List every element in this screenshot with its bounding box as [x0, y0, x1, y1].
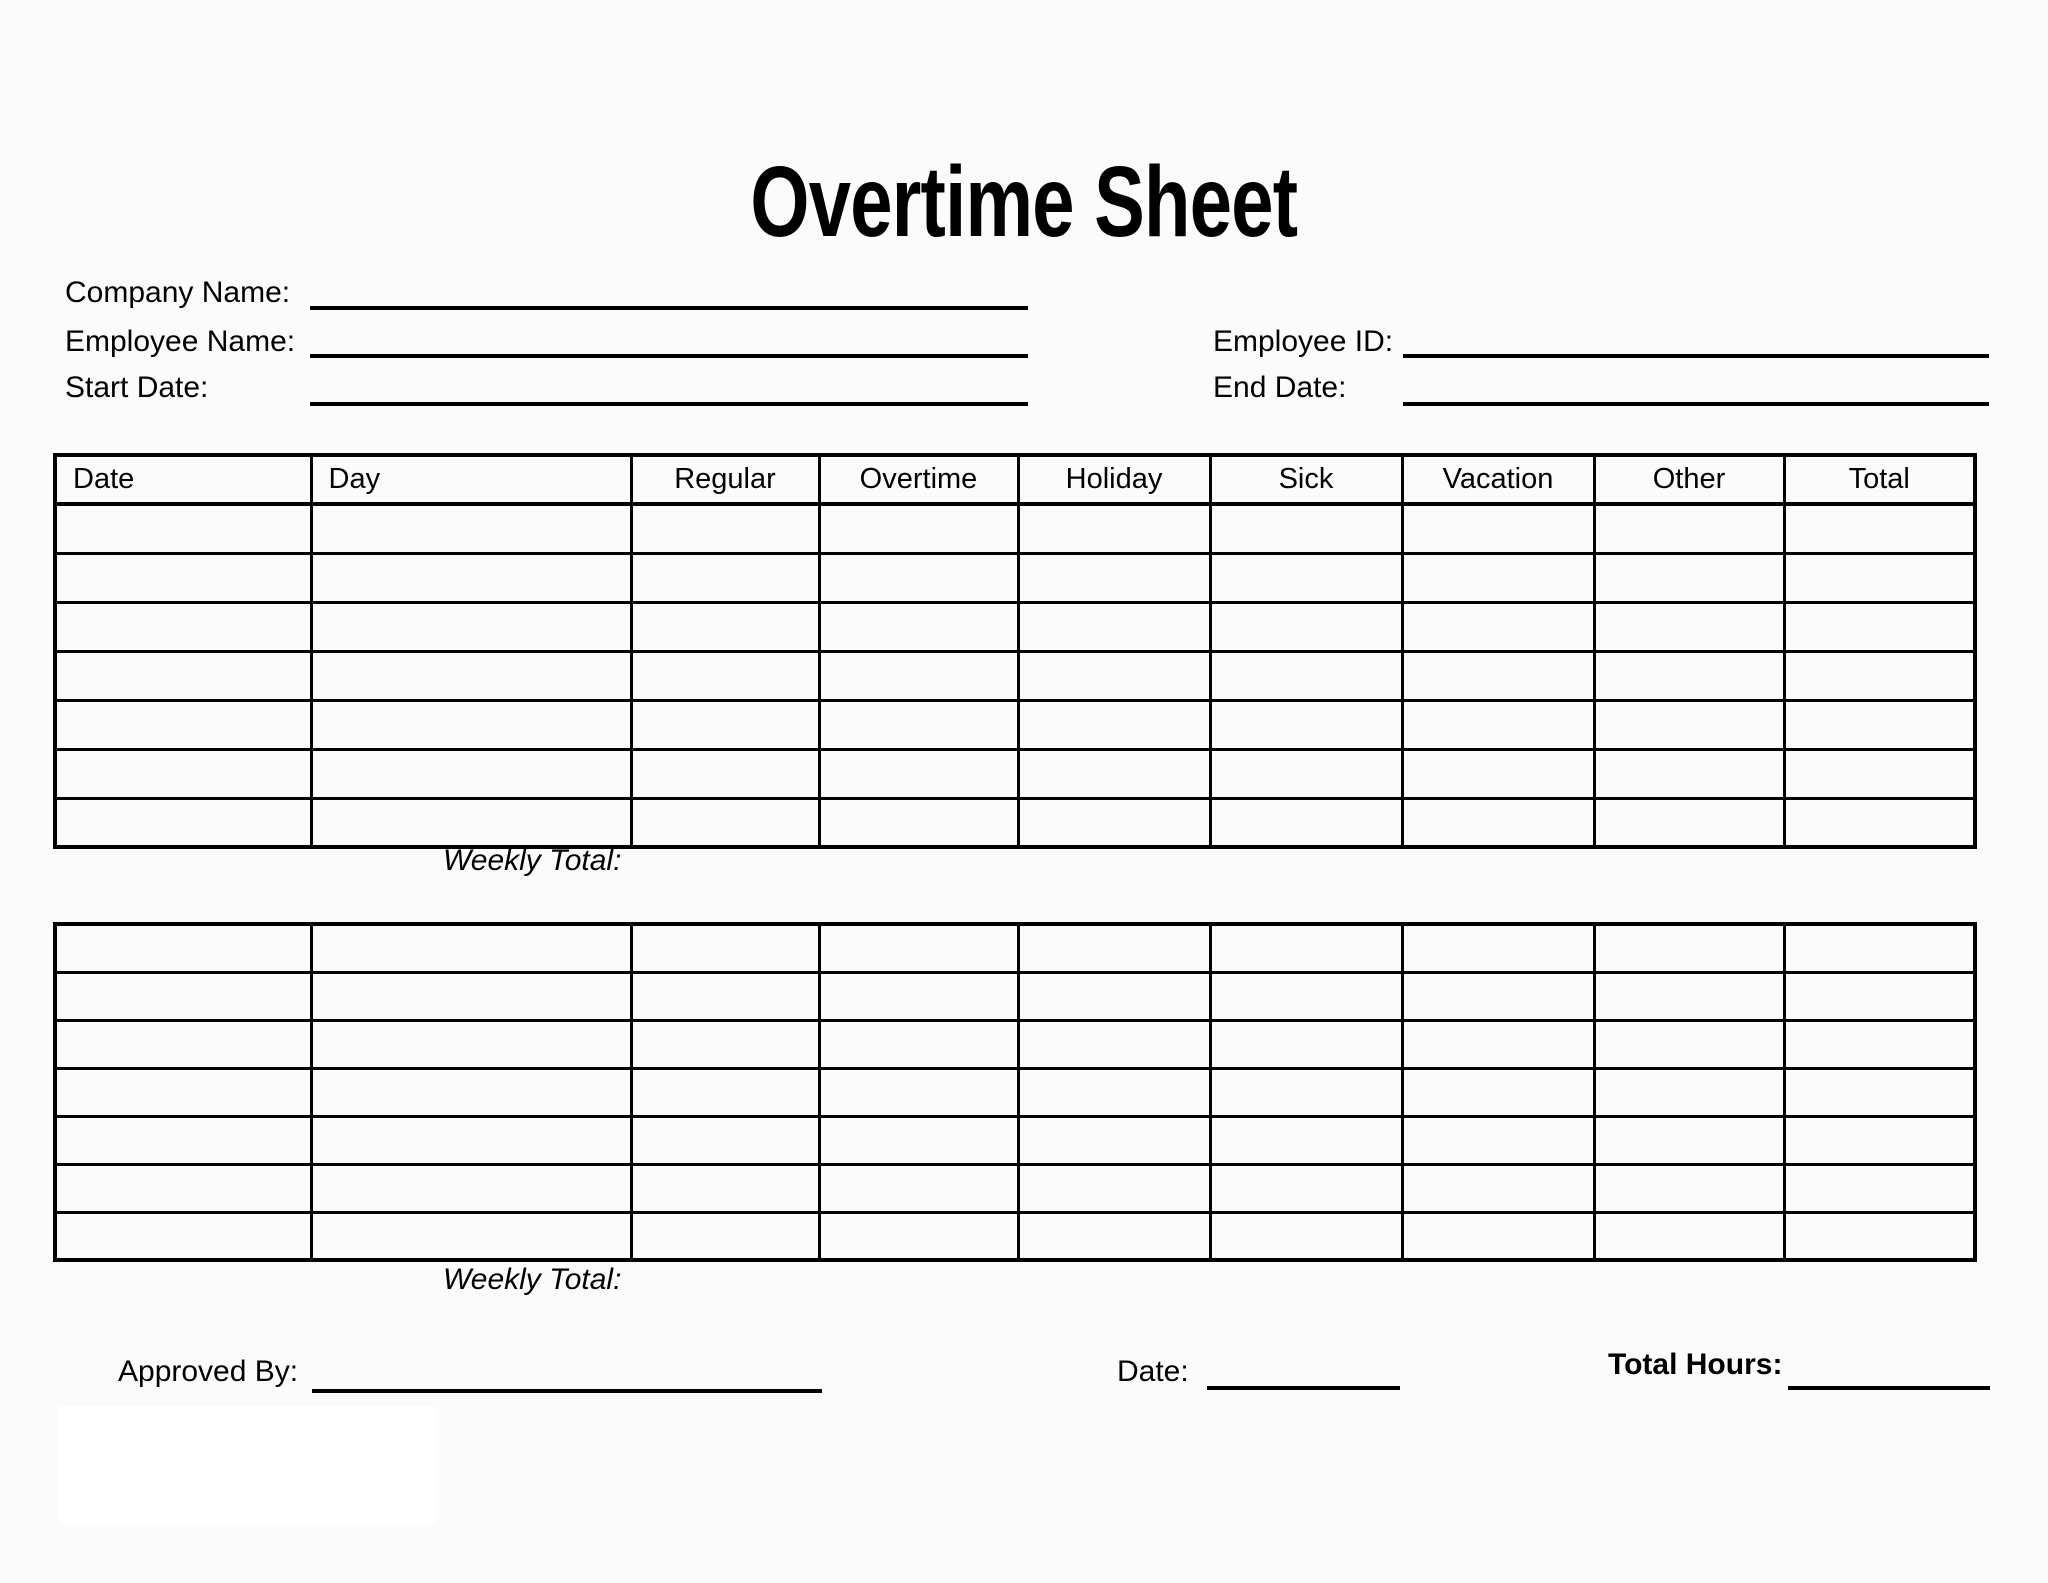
- table-cell[interactable]: [1210, 1164, 1402, 1212]
- table-cell[interactable]: [1402, 1164, 1594, 1212]
- table-row: [55, 798, 1975, 847]
- table-cell[interactable]: [631, 1212, 819, 1260]
- table-cell[interactable]: [1784, 602, 1975, 651]
- table-cell[interactable]: [631, 602, 819, 651]
- table-cell[interactable]: [55, 553, 311, 602]
- table-cell[interactable]: [819, 1068, 1018, 1116]
- approved-by-label: Approved By:: [118, 1355, 299, 1388]
- table-cell[interactable]: [819, 651, 1018, 700]
- table-cell[interactable]: [55, 749, 311, 798]
- table-cell[interactable]: [1018, 1020, 1210, 1068]
- table-row: [55, 504, 1975, 553]
- table-cell[interactable]: [1018, 504, 1210, 553]
- table-cell[interactable]: [631, 1068, 819, 1116]
- header-total: Total: [1784, 455, 1975, 504]
- table-cell[interactable]: [55, 798, 311, 847]
- table-cell[interactable]: [819, 700, 1018, 749]
- table-cell[interactable]: [55, 924, 311, 972]
- table-cell[interactable]: [1402, 749, 1594, 798]
- table-cell[interactable]: [819, 553, 1018, 602]
- table-cell[interactable]: [55, 1020, 311, 1068]
- table-cell[interactable]: [1018, 1068, 1210, 1116]
- table-cell[interactable]: [311, 749, 631, 798]
- header-row: [55, 455, 1975, 504]
- table-cell[interactable]: [1784, 1068, 1975, 1116]
- table-cell[interactable]: [1402, 700, 1594, 749]
- header-holiday: Holiday: [1018, 455, 1210, 504]
- table-cell[interactable]: [631, 504, 819, 553]
- table-cell[interactable]: [1594, 700, 1784, 749]
- table-cell[interactable]: [1210, 651, 1402, 700]
- table-cell[interactable]: [1210, 504, 1402, 553]
- table-cell[interactable]: [631, 1164, 819, 1212]
- footer-date-label: Date:: [1117, 1355, 1189, 1388]
- employee-name-label: Employee Name:: [65, 325, 296, 358]
- table-cell[interactable]: [1402, 504, 1594, 553]
- table-cell[interactable]: [1784, 924, 1975, 972]
- table-cell[interactable]: [1784, 553, 1975, 602]
- table-cell[interactable]: [1018, 1164, 1210, 1212]
- table-cell[interactable]: [1210, 553, 1402, 602]
- company-name-label: Company Name:: [65, 276, 291, 309]
- table-cell[interactable]: [819, 1212, 1018, 1260]
- table-row: [55, 749, 1975, 798]
- table-cell[interactable]: [1402, 1020, 1594, 1068]
- employee-id-input-line[interactable]: [1403, 354, 1989, 358]
- header-vacation: Vacation: [1402, 455, 1594, 504]
- table-cell[interactable]: [311, 1212, 631, 1260]
- table-row: [55, 1116, 1975, 1164]
- table-row: [55, 972, 1975, 1020]
- table-cell[interactable]: [1594, 651, 1784, 700]
- week2-weekly-total-label: Weekly Total:: [443, 1263, 622, 1296]
- table-row: [55, 1020, 1975, 1068]
- table-cell[interactable]: [1784, 1020, 1975, 1068]
- table-cell[interactable]: [1210, 1068, 1402, 1116]
- start-date-input-line[interactable]: [310, 402, 1028, 406]
- table-cell[interactable]: [1402, 798, 1594, 847]
- table-cell[interactable]: [631, 749, 819, 798]
- start-date-label: Start Date:: [65, 371, 209, 404]
- table-cell[interactable]: [1018, 798, 1210, 847]
- table-cell[interactable]: [311, 602, 631, 651]
- table-cell[interactable]: [819, 1116, 1018, 1164]
- header-overtime: Overtime: [819, 455, 1018, 504]
- table-cell[interactable]: [55, 700, 311, 749]
- company-name-input-line[interactable]: [310, 306, 1028, 310]
- table-cell[interactable]: [1210, 1116, 1402, 1164]
- table-cell[interactable]: [1594, 749, 1784, 798]
- table-cell[interactable]: [631, 1020, 819, 1068]
- table-cell[interactable]: [1402, 553, 1594, 602]
- end-date-input-line[interactable]: [1403, 402, 1989, 406]
- table-cell[interactable]: [55, 1116, 311, 1164]
- table-cell[interactable]: [1018, 1212, 1210, 1260]
- table-cell[interactable]: [1402, 1116, 1594, 1164]
- table-row: [55, 924, 1975, 972]
- header-date: Date: [55, 455, 311, 504]
- week1-weekly-total-label: Weekly Total:: [443, 844, 622, 877]
- table-cell[interactable]: [311, 504, 631, 553]
- table-cell[interactable]: [819, 1164, 1018, 1212]
- table-cell[interactable]: [631, 924, 819, 972]
- table-cell[interactable]: [819, 972, 1018, 1020]
- week1-table: [53, 453, 1977, 849]
- table-row: [55, 1068, 1975, 1116]
- table-cell[interactable]: [1594, 972, 1784, 1020]
- table-cell[interactable]: [819, 798, 1018, 847]
- table-cell[interactable]: [1784, 651, 1975, 700]
- table-cell[interactable]: [1018, 972, 1210, 1020]
- table-cell[interactable]: [1018, 700, 1210, 749]
- header-other: Other: [1594, 455, 1784, 504]
- approved-by-signature-line[interactable]: [312, 1389, 822, 1393]
- table-cell[interactable]: [55, 602, 311, 651]
- table-cell[interactable]: [1784, 1164, 1975, 1212]
- table-cell[interactable]: [1594, 504, 1784, 553]
- week2-table: [53, 922, 1977, 1262]
- table-cell[interactable]: [1018, 924, 1210, 972]
- table-cell[interactable]: [1594, 924, 1784, 972]
- table-cell[interactable]: [311, 798, 631, 847]
- table-cell[interactable]: [819, 602, 1018, 651]
- table-cell[interactable]: [1018, 602, 1210, 651]
- header-sick: Sick: [1210, 455, 1402, 504]
- table-cell[interactable]: [819, 504, 1018, 553]
- table-cell[interactable]: [631, 700, 819, 749]
- table-cell[interactable]: [1594, 553, 1784, 602]
- table-cell[interactable]: [631, 553, 819, 602]
- table-cell[interactable]: [1594, 602, 1784, 651]
- table-cell[interactable]: [55, 504, 311, 553]
- table-cell[interactable]: [1210, 749, 1402, 798]
- table-cell[interactable]: [55, 1164, 311, 1212]
- table-cell[interactable]: [1018, 651, 1210, 700]
- table-cell[interactable]: [631, 798, 819, 847]
- table-cell[interactable]: [311, 700, 631, 749]
- page-title-text: Overtime Sheet: [750, 146, 1298, 258]
- table-cell[interactable]: [631, 1116, 819, 1164]
- table-cell[interactable]: [819, 924, 1018, 972]
- employee-id-label: Employee ID:: [1213, 325, 1394, 358]
- table-cell[interactable]: [1210, 602, 1402, 651]
- table-cell[interactable]: [311, 972, 631, 1020]
- table-cell[interactable]: [1210, 972, 1402, 1020]
- table-row: [55, 602, 1975, 651]
- table-cell[interactable]: [311, 1068, 631, 1116]
- table-row: [55, 1212, 1975, 1260]
- table-row: [55, 651, 1975, 700]
- table-cell[interactable]: [1210, 924, 1402, 972]
- table-cell[interactable]: [55, 1068, 311, 1116]
- table-cell[interactable]: [1784, 700, 1975, 749]
- table-cell[interactable]: [631, 651, 819, 700]
- table-cell[interactable]: [1018, 553, 1210, 602]
- table-row: [55, 700, 1975, 749]
- table-cell[interactable]: [311, 1116, 631, 1164]
- table-cell[interactable]: [1784, 798, 1975, 847]
- table-cell[interactable]: [1594, 1068, 1784, 1116]
- table-cell[interactable]: [1784, 972, 1975, 1020]
- table-cell[interactable]: [55, 1212, 311, 1260]
- table-cell[interactable]: [311, 553, 631, 602]
- table-cell[interactable]: [1210, 1020, 1402, 1068]
- total-hours-label: Total Hours:: [1608, 1348, 1783, 1381]
- table-cell[interactable]: [311, 924, 631, 972]
- table-cell[interactable]: [1210, 700, 1402, 749]
- table-cell[interactable]: [55, 651, 311, 700]
- scan-artifact-patch: [59, 1406, 436, 1524]
- table-cell[interactable]: [1594, 1212, 1784, 1260]
- table-cell[interactable]: [1784, 504, 1975, 553]
- header-day: Day: [311, 455, 631, 504]
- table-cell[interactable]: [311, 1164, 631, 1212]
- table-cell[interactable]: [1784, 1212, 1975, 1260]
- table-cell[interactable]: [1018, 1116, 1210, 1164]
- table-cell[interactable]: [1402, 602, 1594, 651]
- table-cell[interactable]: [1402, 972, 1594, 1020]
- table-cell[interactable]: [1402, 1212, 1594, 1260]
- table-cell[interactable]: [1018, 749, 1210, 798]
- employee-name-input-line[interactable]: [310, 354, 1028, 358]
- header-regular: Regular: [631, 455, 819, 504]
- table-cell[interactable]: [1210, 798, 1402, 847]
- table-cell[interactable]: [311, 1020, 631, 1068]
- table-cell[interactable]: [819, 1020, 1018, 1068]
- table-cell[interactable]: [1594, 798, 1784, 847]
- table-cell[interactable]: [1594, 1164, 1784, 1212]
- table-cell[interactable]: [1402, 924, 1594, 972]
- table-cell[interactable]: [311, 651, 631, 700]
- footer-date-input-line[interactable]: [1207, 1386, 1400, 1390]
- table-cell[interactable]: [1594, 1116, 1784, 1164]
- table-cell[interactable]: [1402, 1068, 1594, 1116]
- table-cell[interactable]: [819, 749, 1018, 798]
- table-cell[interactable]: [1784, 749, 1975, 798]
- table-cell[interactable]: [1594, 1020, 1784, 1068]
- table-cell[interactable]: [631, 972, 819, 1020]
- table-cell[interactable]: [55, 972, 311, 1020]
- table-cell[interactable]: [1210, 1212, 1402, 1260]
- end-date-label: End Date:: [1213, 371, 1347, 404]
- table-cell[interactable]: [1784, 1116, 1975, 1164]
- table-row: [55, 1164, 1975, 1212]
- table-cell[interactable]: [1402, 651, 1594, 700]
- table-row: [55, 553, 1975, 602]
- page-title: [0, 146, 2048, 258]
- total-hours-input-line[interactable]: [1788, 1386, 1990, 1390]
